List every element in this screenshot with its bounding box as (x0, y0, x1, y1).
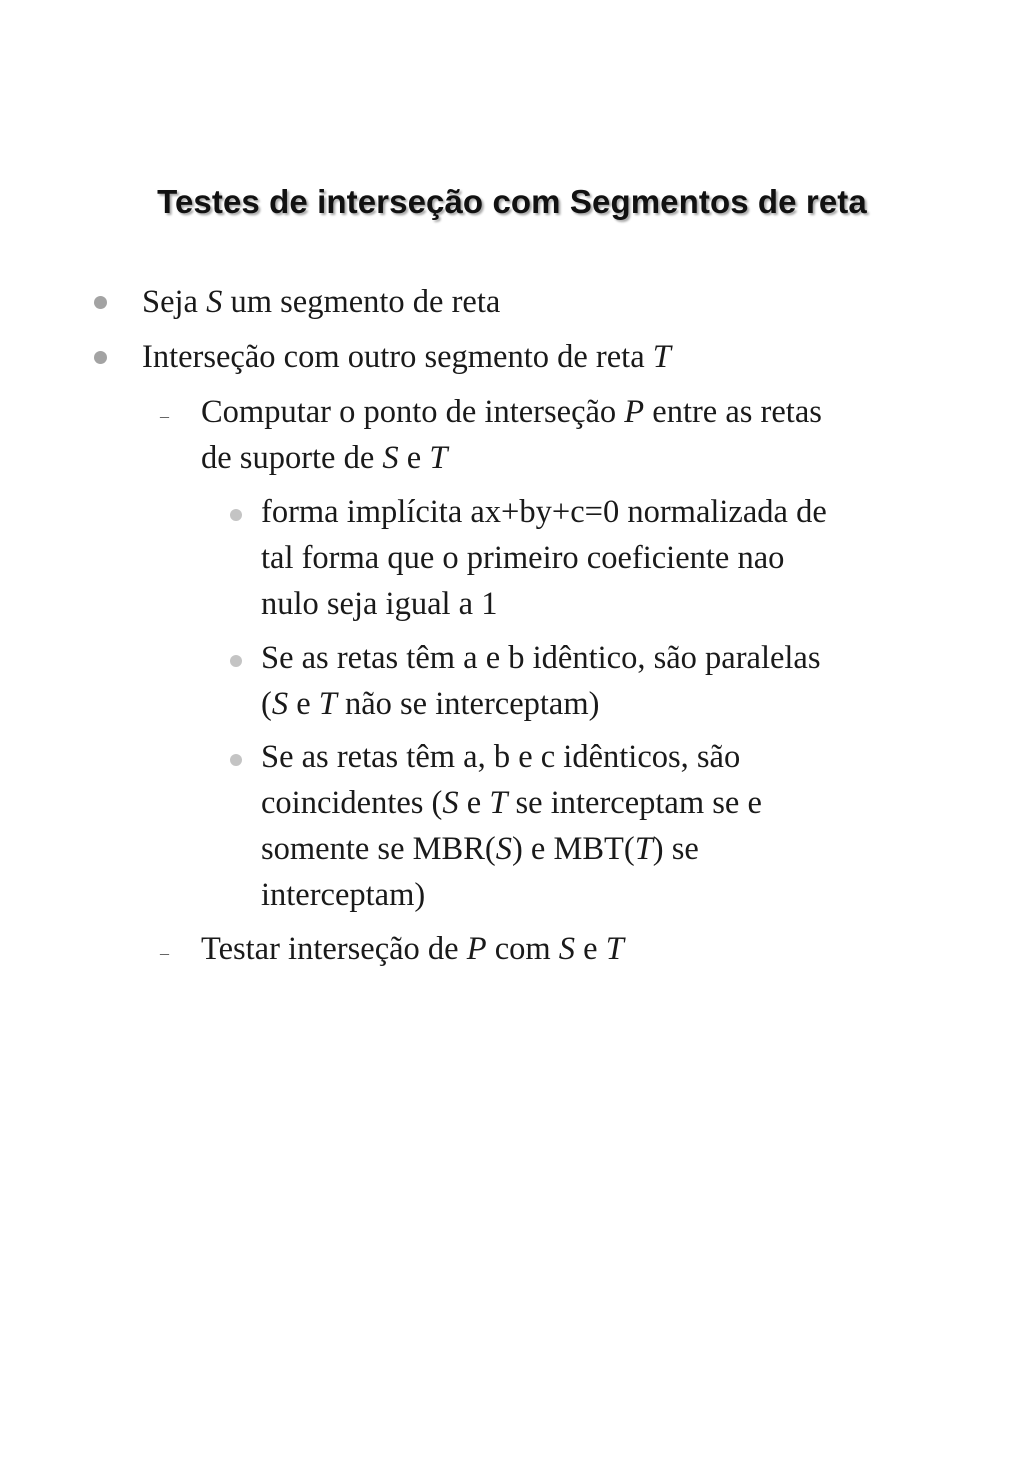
item-text: de suporte de (201, 440, 383, 476)
item-text: entre as retas (644, 394, 822, 430)
item-text: ) se (652, 831, 699, 867)
list-item: Se as retas têm a, b e c idênticos, são (261, 739, 741, 775)
math-variable-s: S (382, 440, 399, 476)
item-text: Testar interseção de (201, 931, 467, 967)
math-variable-p: P (466, 931, 487, 967)
list-item (142, 334, 671, 380)
list-item (201, 926, 624, 972)
bullet-dot-icon (230, 655, 242, 667)
bullet-dot-icon (230, 754, 242, 766)
bullet-dot-icon (94, 351, 107, 364)
item-text: e (398, 440, 430, 476)
list-item-continuation (261, 780, 762, 826)
item-text: um segmento de reta (222, 284, 501, 320)
item-text: se interceptam se e (507, 785, 762, 821)
math-variable-s: S (271, 686, 289, 722)
item-text: ( (261, 686, 272, 722)
math-variable-s: S (558, 931, 576, 967)
bullet-dot-icon (94, 296, 107, 309)
list-item-continuation: tal forma que o primeiro coeficiente nao (261, 540, 785, 576)
math-variable-t: T (605, 931, 624, 967)
item-text: Interseção com outro segmento de reta (142, 339, 653, 375)
math-variable-t: T (634, 831, 653, 867)
math-variable-p: P (624, 394, 645, 430)
item-text: coincidentes ( (261, 785, 443, 821)
math-variable-t: T (489, 785, 508, 821)
list-item-continuation (201, 435, 447, 481)
math-variable-s: S (442, 785, 459, 821)
list-item-continuation: interceptam) (261, 877, 426, 913)
list-item: Se as retas têm a e b idêntico, são paralelas (261, 640, 821, 676)
dash-icon: – (160, 943, 169, 963)
list-item (201, 389, 822, 435)
list-item-continuation: nulo seja igual a 1 (261, 586, 498, 622)
list-item-continuation (261, 681, 599, 727)
math-variable-s: S (206, 284, 223, 320)
math-variable-t: T (652, 339, 671, 375)
item-text: e (575, 931, 606, 967)
item-text: não se interceptam) (336, 686, 600, 722)
list-item: forma implícita ax+by+c=0 normalizada de (261, 494, 827, 530)
item-text: e (458, 785, 490, 821)
dash-icon: – (160, 406, 169, 426)
item-text: com (486, 931, 559, 967)
bullet-dot-icon (230, 509, 242, 521)
item-text: Seja (142, 284, 207, 320)
math-variable-s: S (495, 831, 512, 867)
slide-title: Testes de interseção com Segmentos de reta (157, 183, 867, 220)
item-text: ) e MBT( (511, 831, 635, 867)
list-item-continuation (261, 826, 699, 872)
item-text: Computar o ponto de interseção (201, 394, 625, 430)
item-text: e (288, 686, 319, 722)
list-item (142, 279, 500, 325)
math-variable-t: T (429, 440, 448, 476)
math-variable-t: T (318, 686, 337, 722)
item-text: somente se MBR( (261, 831, 496, 867)
